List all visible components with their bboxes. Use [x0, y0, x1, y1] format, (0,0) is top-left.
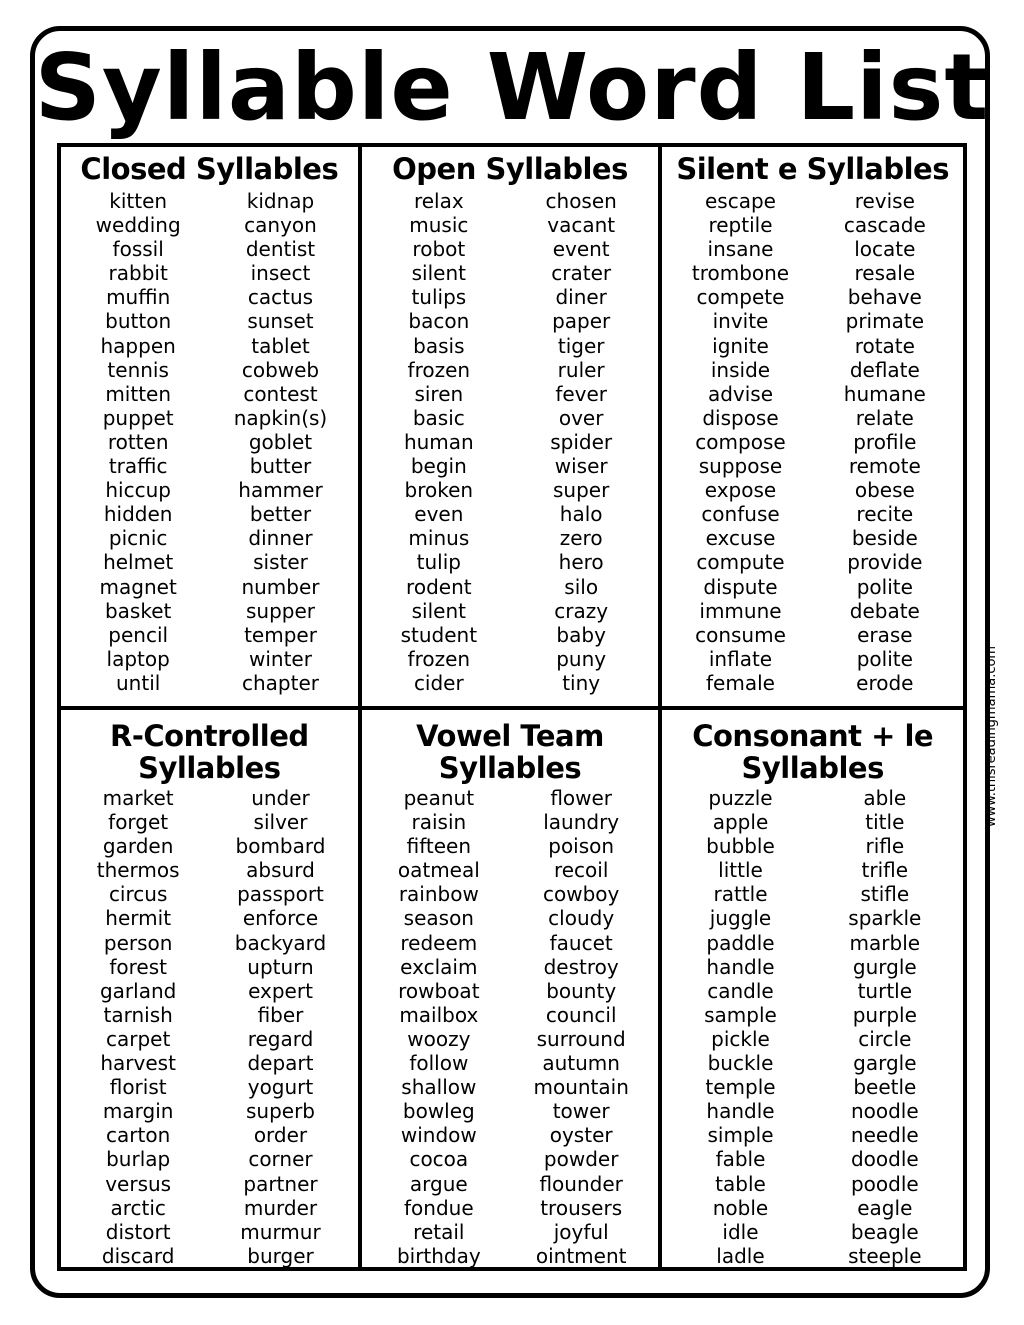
- word: passport: [237, 882, 324, 907]
- word: polite: [856, 646, 913, 671]
- word: mountain: [533, 1075, 629, 1100]
- word: oatmeal: [397, 858, 480, 883]
- word: silo: [564, 574, 599, 599]
- word: mailbox: [399, 1002, 479, 1027]
- word: corner: [248, 1147, 313, 1172]
- word-column: [67, 786, 209, 1268]
- word: enforce: [242, 906, 319, 931]
- word: bounty: [546, 978, 617, 1003]
- section-r-controlled: [61, 710, 362, 1268]
- word: dispose: [702, 405, 779, 430]
- word: beside: [851, 526, 918, 551]
- word: garden: [102, 834, 174, 859]
- word: robot: [412, 237, 466, 262]
- word: sparkle: [848, 906, 922, 931]
- word: puzzle: [708, 786, 773, 810]
- word: deflate: [849, 357, 920, 382]
- word: poodle: [850, 1171, 919, 1196]
- word: butter: [249, 454, 312, 479]
- word: pickle: [711, 1026, 770, 1051]
- word: joyful: [553, 1219, 609, 1244]
- word-column: [813, 189, 957, 695]
- word: table: [715, 1171, 766, 1196]
- word: season: [403, 906, 474, 931]
- word: contest: [243, 381, 318, 406]
- word: cowboy: [542, 882, 620, 907]
- word-columns: [362, 786, 659, 1268]
- word: shallow: [401, 1075, 477, 1100]
- word: excuse: [705, 526, 776, 551]
- word: expose: [704, 478, 777, 503]
- word: button: [105, 309, 172, 334]
- word-columns: [662, 189, 963, 695]
- word: compete: [696, 285, 785, 310]
- word: buckle: [707, 1051, 774, 1076]
- word: doodle: [850, 1147, 919, 1172]
- word: broken: [404, 478, 474, 503]
- word: until: [116, 670, 161, 695]
- word: wedding: [95, 213, 181, 238]
- word: flounder: [539, 1171, 623, 1196]
- word: rattle: [713, 882, 768, 907]
- word: carton: [106, 1123, 171, 1148]
- word: super: [553, 478, 610, 503]
- word: exclaim: [400, 954, 478, 979]
- word: superb: [245, 1099, 315, 1124]
- word: bacon: [408, 309, 470, 334]
- word: steeple: [848, 1243, 922, 1268]
- word: absurd: [246, 858, 315, 883]
- word: primate: [845, 309, 924, 334]
- page-title: Syllable Word List: [34, 34, 990, 141]
- word: fable: [715, 1147, 766, 1172]
- word: fifteen: [406, 834, 472, 859]
- word-column: [368, 786, 510, 1268]
- word: window: [400, 1123, 477, 1148]
- word: rainbow: [398, 882, 479, 907]
- word: bombard: [235, 834, 326, 859]
- word: advise: [707, 381, 774, 406]
- word: burger: [247, 1243, 314, 1268]
- word: tower: [552, 1099, 610, 1124]
- word: silver: [253, 810, 308, 835]
- word: basket: [104, 598, 172, 623]
- word: person: [103, 930, 173, 955]
- word: debate: [849, 598, 920, 623]
- word: bubble: [706, 834, 775, 859]
- word: rotten: [107, 429, 169, 454]
- word: garland: [99, 978, 177, 1003]
- word: depart: [247, 1051, 314, 1076]
- word-columns: [362, 189, 659, 695]
- word: puppet: [102, 405, 174, 430]
- word: even: [414, 502, 464, 527]
- word: siren: [414, 381, 464, 406]
- section-consonant-le: [662, 710, 963, 1268]
- word: beetle: [853, 1075, 917, 1100]
- word: traffic: [108, 454, 168, 479]
- word: humane: [843, 381, 926, 406]
- word: circle: [858, 1026, 912, 1051]
- word: redeem: [400, 930, 478, 955]
- word: magnet: [99, 574, 177, 599]
- word: birthday: [396, 1243, 481, 1268]
- word: female: [706, 670, 775, 695]
- word: burlap: [106, 1147, 171, 1172]
- word: frozen: [407, 357, 471, 382]
- word-column: [510, 786, 652, 1268]
- word: puny: [556, 646, 607, 671]
- word: cactus: [247, 285, 314, 310]
- word: picnic: [108, 526, 168, 551]
- word: idle: [722, 1219, 759, 1244]
- word: silent: [411, 598, 466, 623]
- word: vacant: [547, 213, 616, 238]
- word: backyard: [234, 930, 327, 955]
- word: ruler: [557, 357, 605, 382]
- word: zero: [559, 526, 603, 551]
- syllable-grid: [57, 143, 967, 1271]
- word: gurgle: [852, 954, 917, 979]
- word: order: [253, 1123, 308, 1148]
- word: invite: [712, 309, 769, 334]
- word: stifle: [860, 882, 910, 907]
- word: escape: [705, 189, 776, 213]
- word: diner: [555, 285, 607, 310]
- word: napkin(s): [233, 405, 328, 430]
- word: forget: [108, 810, 169, 835]
- word: handle: [706, 954, 775, 979]
- word: pencil: [108, 622, 169, 647]
- word-columns: [61, 189, 358, 695]
- word: relax: [413, 189, 464, 213]
- section-heading: Closed Syllables: [80, 152, 339, 186]
- word: spider: [550, 429, 613, 454]
- section-closed: [61, 147, 362, 710]
- word: trousers: [540, 1195, 623, 1220]
- word: autumn: [542, 1051, 620, 1076]
- word: hidden: [103, 502, 173, 527]
- word: florist: [109, 1075, 167, 1100]
- word-column: [668, 189, 812, 695]
- word: rifle: [865, 834, 905, 859]
- word: thermos: [96, 858, 180, 883]
- word: recoil: [553, 858, 609, 883]
- word: oyster: [549, 1123, 613, 1148]
- word: reptile: [708, 213, 773, 238]
- word: hammer: [238, 478, 323, 503]
- word: rowboat: [398, 978, 480, 1003]
- word: kidnap: [246, 189, 315, 213]
- word: ointment: [535, 1243, 627, 1268]
- word: carpet: [106, 1026, 171, 1051]
- word: flower: [550, 786, 613, 810]
- word-columns: [61, 786, 358, 1268]
- word: marble: [849, 930, 921, 955]
- word: muffin: [106, 285, 171, 310]
- word: baby: [556, 622, 606, 647]
- word: insane: [707, 237, 774, 262]
- word: rotate: [854, 333, 915, 358]
- word: expert: [248, 978, 313, 1003]
- word: margin: [102, 1099, 174, 1124]
- word: chapter: [241, 670, 319, 695]
- word: little: [718, 858, 763, 883]
- word: kitten: [109, 189, 168, 213]
- word: recite: [856, 502, 914, 527]
- word: human: [403, 429, 474, 454]
- word-column: [209, 786, 351, 1268]
- word: event: [552, 237, 610, 262]
- word: follow: [409, 1051, 469, 1076]
- word: woozy: [407, 1026, 471, 1051]
- website-credit: www.thisreadingmama.com: [984, 645, 999, 827]
- word: consume: [695, 622, 786, 647]
- word: fossil: [112, 237, 164, 262]
- word: number: [241, 574, 320, 599]
- word: inflate: [708, 646, 773, 671]
- word: locate: [854, 237, 916, 262]
- word: minus: [408, 526, 470, 551]
- section-silent-e: [662, 147, 963, 710]
- word: canyon: [244, 213, 317, 238]
- word: basic: [412, 405, 465, 430]
- word: cloudy: [548, 906, 615, 931]
- word: music: [409, 213, 469, 238]
- word: paddle: [706, 930, 775, 955]
- word: partner: [243, 1171, 318, 1196]
- word: title: [865, 810, 905, 835]
- word: cascade: [843, 213, 926, 238]
- word: dispute: [703, 574, 778, 599]
- word: peanut: [403, 786, 475, 810]
- word: trombone: [691, 261, 790, 286]
- word: surround: [536, 1026, 626, 1051]
- word: gargle: [853, 1051, 917, 1076]
- word: hermit: [105, 906, 172, 931]
- word: market: [102, 786, 174, 810]
- word: over: [558, 405, 604, 430]
- word: begin: [410, 454, 467, 479]
- word: cocoa: [409, 1147, 469, 1172]
- word: behave: [847, 285, 922, 310]
- section-open: [362, 147, 663, 710]
- word: insect: [250, 261, 311, 286]
- word: needle: [850, 1123, 919, 1148]
- word: erode: [856, 670, 914, 695]
- word: dentist: [245, 237, 316, 262]
- word: faucet: [549, 930, 613, 955]
- word: profile: [853, 429, 917, 454]
- word: upturn: [247, 954, 314, 979]
- word: discard: [101, 1243, 175, 1268]
- word: frozen: [407, 646, 471, 671]
- word: rabbit: [108, 261, 168, 286]
- word: helmet: [103, 550, 174, 575]
- word: revise: [854, 189, 915, 213]
- word: eagle: [857, 1195, 913, 1220]
- word: temper: [244, 622, 317, 647]
- word: relate: [855, 405, 914, 430]
- word: better: [249, 502, 312, 527]
- word: yogurt: [247, 1075, 314, 1100]
- word: beagle: [850, 1219, 919, 1244]
- word: sunset: [247, 309, 314, 334]
- word: immune: [699, 598, 782, 623]
- word: student: [400, 622, 478, 647]
- word: tennis: [107, 357, 169, 382]
- word: happen: [100, 333, 176, 358]
- section-vowel-team: [362, 710, 663, 1268]
- word: tulips: [411, 285, 467, 310]
- word: noble: [712, 1195, 769, 1220]
- section-heading: Silent e Syllables: [676, 152, 949, 186]
- word: candle: [707, 978, 774, 1003]
- word: tablet: [251, 333, 310, 358]
- word: laundry: [543, 810, 620, 835]
- word: murder: [243, 1195, 318, 1220]
- word: forest: [109, 954, 167, 979]
- word: halo: [559, 502, 603, 527]
- word: tiger: [557, 333, 605, 358]
- word: juggle: [709, 906, 772, 931]
- word: laptop: [106, 646, 170, 671]
- word: poison: [548, 834, 615, 859]
- word-columns: [662, 786, 963, 1268]
- word: regard: [247, 1026, 314, 1051]
- word-column: [813, 786, 957, 1268]
- word: goblet: [248, 429, 313, 454]
- word: cobweb: [241, 357, 320, 382]
- word: wiser: [554, 454, 608, 479]
- word: bowleg: [402, 1099, 475, 1124]
- word-column: [510, 189, 652, 695]
- word: tiny: [562, 670, 601, 695]
- word-column: [67, 189, 209, 695]
- word: cider: [413, 670, 464, 695]
- word: supper: [245, 598, 315, 623]
- word: ignite: [712, 333, 769, 358]
- word: hiccup: [105, 478, 171, 503]
- word: fiber: [257, 1002, 304, 1027]
- word: handle: [706, 1099, 775, 1124]
- word: obese: [854, 478, 915, 503]
- word: resale: [854, 261, 916, 286]
- word: versus: [105, 1171, 172, 1196]
- word: hero: [558, 550, 604, 575]
- word-column: [368, 189, 510, 695]
- word: compose: [695, 429, 786, 454]
- word: fever: [555, 381, 608, 406]
- word: ladle: [716, 1243, 765, 1268]
- word-column: [209, 189, 351, 695]
- word: apple: [712, 810, 769, 835]
- word: basis: [413, 333, 465, 358]
- word: winter: [249, 646, 312, 671]
- word: inside: [710, 357, 771, 382]
- section-heading: R-Controlled Syllables: [110, 719, 309, 785]
- word: paper: [552, 309, 611, 334]
- word: turtle: [857, 978, 913, 1003]
- word: crazy: [554, 598, 609, 623]
- section-heading: Open Syllables: [392, 152, 628, 186]
- word: circus: [108, 882, 168, 907]
- word: council: [545, 1002, 617, 1027]
- word: raisin: [411, 810, 467, 835]
- word: erase: [857, 622, 913, 647]
- word: trifle: [861, 858, 909, 883]
- word: argue: [409, 1171, 468, 1196]
- word: tarnish: [103, 1002, 173, 1027]
- word: retail: [413, 1219, 465, 1244]
- word: polite: [856, 574, 913, 599]
- word: crater: [551, 261, 612, 286]
- word: destroy: [543, 954, 619, 979]
- word: confuse: [701, 502, 780, 527]
- word: purple: [852, 1002, 917, 1027]
- word: mitten: [105, 381, 172, 406]
- word: silent: [411, 261, 466, 286]
- word: arctic: [110, 1195, 166, 1220]
- word: harvest: [100, 1051, 176, 1076]
- word: dinner: [248, 526, 313, 551]
- word: provide: [847, 550, 923, 575]
- word: able: [863, 786, 907, 810]
- word: sample: [704, 1002, 777, 1027]
- word: compute: [696, 550, 785, 575]
- word: sister: [253, 550, 308, 575]
- word: tulip: [416, 550, 461, 575]
- word: fondue: [404, 1195, 474, 1220]
- word: murmur: [240, 1219, 321, 1244]
- word: rodent: [406, 574, 472, 599]
- word: under: [251, 786, 310, 810]
- section-heading: Vowel Team Syllables: [416, 719, 604, 785]
- word-column: [668, 786, 812, 1268]
- word: distort: [105, 1219, 171, 1244]
- section-heading: Consonant + le Syllables: [692, 719, 934, 785]
- word: remote: [848, 454, 921, 479]
- word: temple: [705, 1075, 776, 1100]
- word: powder: [543, 1147, 619, 1172]
- word: suppose: [698, 454, 783, 479]
- word: chosen: [545, 189, 617, 213]
- word: simple: [707, 1123, 774, 1148]
- word: noodle: [850, 1099, 919, 1124]
